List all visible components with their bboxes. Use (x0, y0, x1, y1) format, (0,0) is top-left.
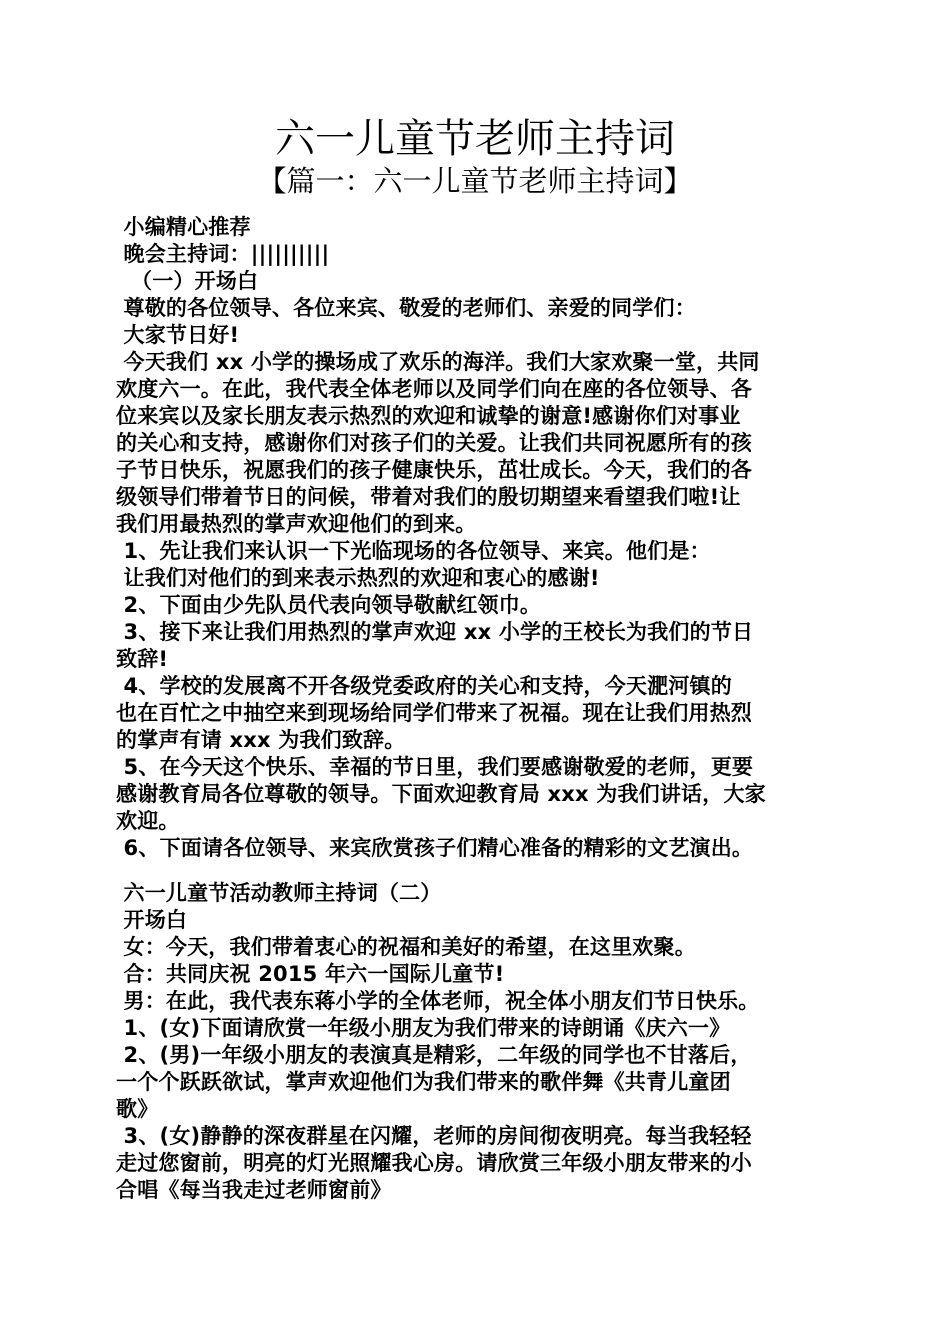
section-one-line: 欢度六一。在此，我代表全体老师以及同学们向在座的各位领导、各 (116, 377, 752, 401)
section-one-line: 2、下面由少先队员代表向领导敬献红领巾。 (116, 593, 542, 617)
section-one-line: 3、接下来让我们用热烈的掌声欢迎 xx 小学的王校长为我们的节日 (116, 620, 754, 644)
section-one-line: 的掌声有请 xxx 为我们致辞。 (116, 728, 406, 752)
section-one-line: 小编精心推荐 (116, 215, 251, 239)
section-two-line: 歌》 (116, 1097, 159, 1121)
section-one (116, 214, 838, 862)
document-subtitle: 【篇一：六一儿童节老师主持词】 (257, 164, 693, 198)
section-two-line: 开场白 (116, 908, 188, 932)
section-two-line: 一个个跃跃欲试，掌声欢迎他们为我们带来的歌伴舞《共青儿童团 (116, 1070, 731, 1094)
section-one-line: 今天我们 xx 小学的操场成了欢乐的海洋。我们大家欢聚一堂，共同 (116, 350, 760, 374)
section-one-line: 尊敬的各位领导、各位来宾、敬爱的老师们、亲爱的同学们： (116, 296, 696, 320)
section-one-line: 子节日快乐，祝愿我们的孩子健康快乐，茁壮成长。今天，我们的各 (116, 458, 752, 482)
section-one-line: 晚会主持词：|||||||||| (116, 242, 330, 266)
section-one-line: 大家节日好! (116, 323, 240, 347)
document-title: 六一儿童节老师主持词 (275, 116, 675, 162)
section-two-line: 2、(男)一年级小朋友的表演真是精彩，二年级的同学也不甘落后， (116, 1043, 752, 1067)
section-two-line: 合唱《每当我走过老师窗前》 (116, 1178, 392, 1202)
section-one-line: 我们用最热烈的掌声欢迎他们的到来。 (116, 512, 477, 536)
section-one-line: 致辞! (116, 647, 169, 671)
section-two-line: 合：共同庆祝 2015 年六一国际儿童节! (116, 962, 505, 986)
section-two-line: 六一儿童节活动教师主持词（二） (116, 881, 442, 905)
section-two-line: 1、(女)下面请欣赏一年级小朋友为我们带来的诗朗诵《庆六一》 (116, 1016, 731, 1040)
section-one-line: 4、学校的发展离不开各级党委政府的关心和支持，今天淝河镇的 (116, 674, 732, 698)
document-body (116, 214, 838, 1204)
section-two-line: 女：今天，我们带着衷心的祝福和美好的希望，在这里欢聚。 (116, 935, 696, 959)
section-one-line: 也在百忙之中抽空来到现场给同学们带来了祝福。现在让我们用热烈 (116, 701, 752, 725)
section-gap (116, 862, 838, 880)
section-one-line: 5、在今天这个快乐、幸福的节日里，我们要感谢敬爱的老师，更要 (116, 755, 754, 779)
section-one-line: 的关心和支持，感谢你们对孩子们的关爱。让我们共同祝愿所有的孩 (116, 431, 752, 455)
section-two-line: 走过您窗前，明亮的灯光照耀我心房。请欣赏三年级小朋友带来的小 (116, 1151, 752, 1175)
section-one-line: 让我们对他们的到来表示热烈的欢迎和衷心的感谢! (116, 566, 600, 590)
section-two-line: 3、(女)静静的深夜群星在闪耀，老师的房间彻夜明亮。每当我轻轻 (116, 1124, 752, 1148)
section-one-line: （一）开场白 (116, 269, 259, 293)
section-one-line: 欢迎。 (116, 809, 180, 833)
section-one-line: 6、下面请各位领导、来宾欣赏孩子们精心准备的精彩的文艺演出。 (116, 836, 754, 860)
section-two-line: 男：在此，我代表东蒋小学的全体老师，祝全体小朋友们节日快乐。 (116, 989, 760, 1013)
section-two (116, 880, 838, 1204)
section-one-line: 级领导们带着节日的问候，带着对我们的殷切期望来看望我们啦!让 (116, 485, 741, 509)
section-one-line: 感谢教育局各位尊敬的领导。下面欢迎教育局 xxx 为我们讲话，大家 (116, 782, 766, 806)
section-one-line: 1、先让我们来认识一下光临现场的各位领导、来宾。他们是： (116, 539, 711, 563)
section-one-line: 位来宾以及家长朋友表示热烈的欢迎和诚挚的谢意!感谢你们对事业 (116, 404, 741, 428)
